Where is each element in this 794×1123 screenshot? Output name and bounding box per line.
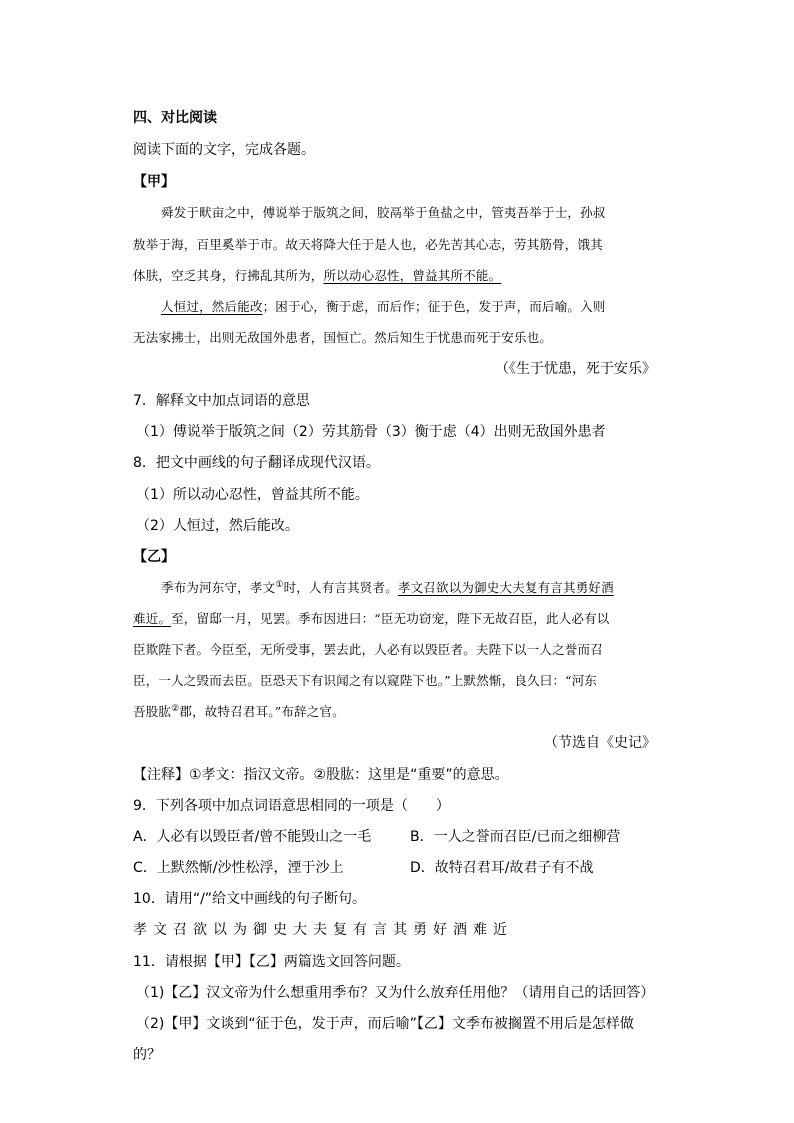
question-8-item: （1）所以动心忍性，曾益其所不能。: [136, 487, 369, 503]
passage-a-line: 敖举于海，百里奚举于市。故天将降大任于是人也，必先苦其心志，劳其筋骨，饿其: [133, 237, 603, 252]
passage-text: 郡，故特召君耳。”布辞之官。: [179, 704, 345, 719]
passage-b-line: [161, 579, 614, 597]
underlined-sentence: 人恒过，然后能改: [161, 299, 263, 314]
question-7-title: 7．解释文中加点词语的意思: [133, 393, 310, 409]
passage-text: 吾股肱: [133, 704, 172, 719]
passage-b-line: [133, 703, 345, 721]
passage-b-line: 臣欺陛下者。今臣至，无所受事，罢去此，人必有以毁臣者。夫陛下以一人之誉而召: [133, 642, 603, 657]
passage-text: 体肤，空乏其身，行拂乱其所为，: [133, 268, 324, 283]
question-11-item-continued: 的？: [133, 1047, 161, 1063]
passage-text: 季布为河东守，孝文: [161, 580, 276, 595]
question-9-option-b: B．一人之誉而召臣/已而之细柳营: [410, 829, 621, 845]
question-9-option-a: A．人必有以毁臣者/曾不能毁山之一毛: [133, 829, 372, 845]
question-9-option-c: C．上默然惭/沙性松浮，湮于沙上: [133, 860, 344, 876]
instruction: 阅读下面的文字，完成各题。: [133, 142, 315, 158]
underlined-sentence: 孝文召欲以为御史大夫复有言其勇好酒: [397, 580, 614, 595]
question-7-items: （1）傅说举于版筑之间（2）劳其筋骨（3）衡于虑（4）出则无敌国外患者: [136, 424, 606, 440]
passage-text: 时，人有言其贤者。: [283, 580, 398, 595]
passage-b-line: 臣，一人之毁而去臣。臣恐天下有识闻之有以窥陛下也。”上默然惭，良久曰：“河东: [133, 673, 598, 688]
question-11-item: （1)【乙】汉文帝为什么想重用季布？又为什么放弃任用他？（请用自己的话回答）: [136, 985, 655, 1001]
passage-a-label: 【甲】: [133, 174, 175, 190]
passage-b-source: （节选自《史记》: [544, 735, 656, 751]
question-11-title: 11．请根据【甲】【乙】两篇选文回答问题。: [133, 954, 410, 970]
passage-a-line: 无法家拂士，出则无敌国外患者，国恒亡。然后知生于忧患而死于安乐也。: [133, 330, 553, 345]
passage-a-line: [133, 267, 501, 285]
underlined-sentence: 所以动心忍性，曾益其所不能。: [323, 268, 502, 283]
passage-a-line: 舜发于畎亩之中，傅说举于版筑之间，胶鬲举于鱼盐之中，管夷吾举于士，孙叔: [161, 205, 606, 220]
question-11-item: （2)【甲】文谈到“征于色，发于声，而后喻”【乙】文季布被搁置不用后是怎样做: [136, 1016, 634, 1032]
note-marker: ①: [275, 579, 284, 590]
question-9-option-d: D．故特召君耳/故君子有不战: [410, 860, 594, 876]
passage-text: 至，留邸一月，见罢。季布因进曰：“臣无功窃宠，陛下无故召臣，此人必有以: [171, 611, 610, 626]
question-8-item: （2）人恒过，然后能改。: [136, 518, 299, 534]
passage-text: ；困于心，衡于虑，而后作；征于色，发于声，而后喻。入则: [262, 299, 606, 314]
question-10-title: 10．请用“/”给文中画线的句子断句。: [133, 891, 367, 907]
question-9-title: 9．下列各项中加点词语意思相同的一项是（ ）: [133, 798, 450, 814]
question-8-title: 8．把文中画线的句子翻译成现代汉语。: [133, 455, 380, 471]
note-marker: ②: [171, 703, 180, 714]
question-10-sentence: 孝文召欲以为御史大夫复有言其勇好酒难近: [133, 922, 513, 938]
passage-b-line: [133, 610, 610, 628]
underlined-sentence: 难近。: [133, 611, 172, 626]
passage-a-line: [161, 298, 606, 316]
passage-a-source: （《生于忧患，死于安乐》: [495, 361, 656, 377]
passage-b-label: 【乙】: [133, 549, 175, 565]
section-title: 四、对比阅读: [133, 110, 217, 126]
annotation-notes: 【注释】①孝文：指汉文帝。②股肱：这里是“重要”的意思。: [133, 767, 509, 783]
